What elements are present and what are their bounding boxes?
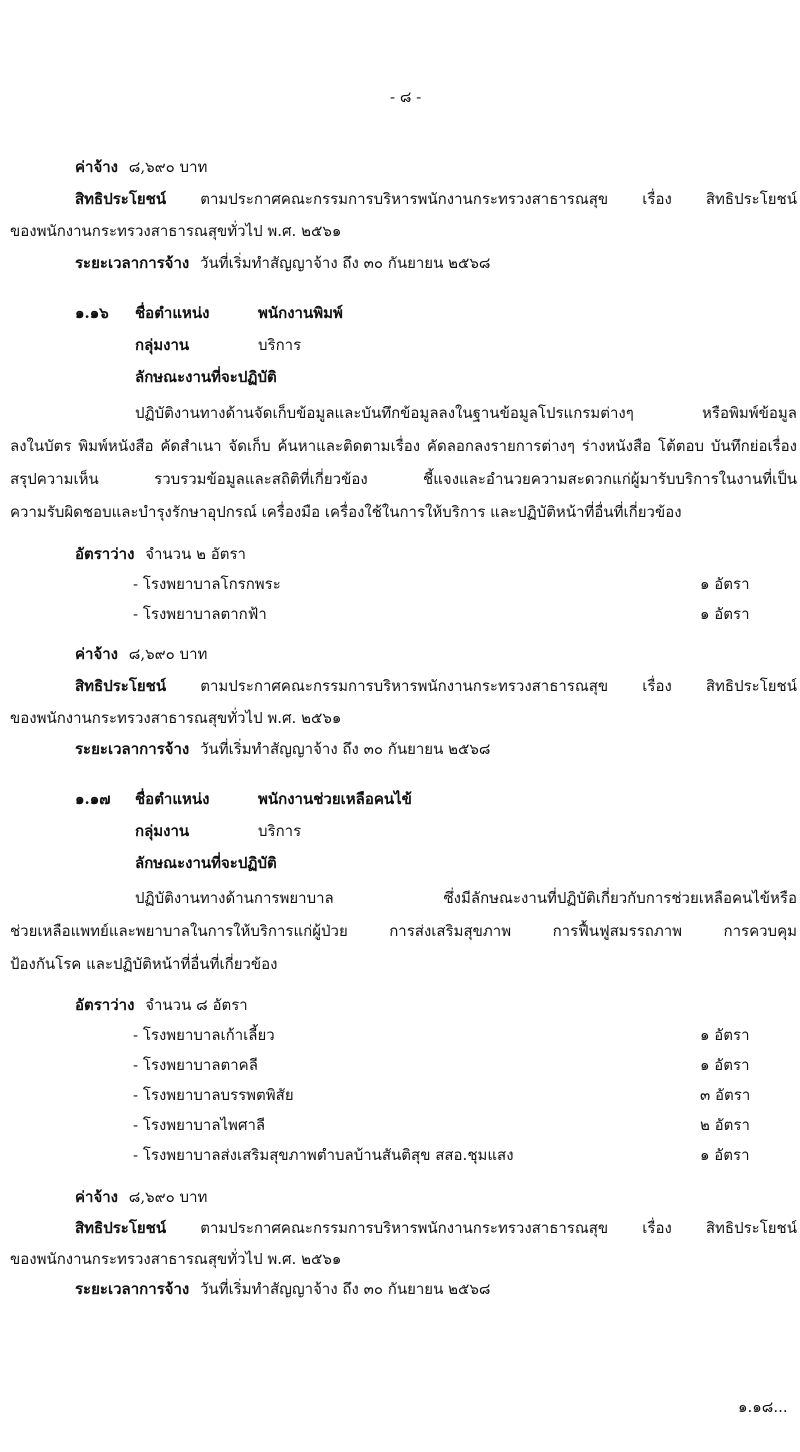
- duty-label: ลักษณะงานที่จะปฏิบัติ: [135, 368, 277, 386]
- group-label: กลุ่มงาน: [135, 822, 190, 840]
- benefit-line-1: [75, 190, 797, 208]
- next-section-marker: ๑.๑๘...: [738, 1398, 788, 1416]
- group-value: บริการ: [258, 336, 302, 354]
- hospital-name: - โรงพยาบาลบรรพตพิสัย: [133, 1086, 294, 1104]
- hospital-count: ๑ อัตรา: [700, 1026, 750, 1044]
- vacancy-line: [75, 996, 248, 1014]
- benefit-line-1: [75, 677, 797, 695]
- duty-label: ลักษณะงานที่จะปฏิบัติ: [135, 854, 277, 872]
- hospital-count: ๑ อัตรา: [700, 1146, 750, 1164]
- period-label: ระยะเวลาการจ้าง: [75, 1280, 190, 1298]
- hospital-count: ๒ อัตรา: [700, 1116, 750, 1134]
- duty-line: ความรับผิดชอบและบำรุงรักษาอุปกรณ์ เครื่องมือ เครื่องใช้ในการให้บริการ และปฏิบัติหน้าที่อื่นที่เกี่ยวข้อง: [10, 503, 682, 521]
- duty-line: ปฏิบัติงานทางด้านจัดเก็บข้อมูลและบันทึกข้อมูลลงในฐานข้อมูลโปรแกรมต่างๆ หรือพิมพ์ข้อมูล: [135, 404, 797, 422]
- hospital-name: - โรงพยาบาลตาคลี: [133, 1056, 258, 1074]
- duty-line: ลงในบัตร พิมพ์หนังสือ คัดสำเนา จัดเก็บ ค้นหาและติดตามเรื่อง คัดลอกลงรายการต่างๆ ร่างหนังสือ โต้ตอบ บันทึกย่อเรื่อง: [10, 437, 797, 455]
- position-title-value: พนักงานพิมพ์: [258, 304, 343, 322]
- period-label: ระยะเวลาการจ้าง: [75, 740, 190, 758]
- period-text: วันที่เริ่มทำสัญญาจ้าง ถึง ๓๐ กันยายน ๒๕๖๘: [200, 254, 491, 272]
- hospital-name: - โรงพยาบาลโกรกพระ: [133, 575, 281, 593]
- period-line: [75, 254, 490, 272]
- benefit-line-2: ของพนักงานกระทรวงสาธารณสุขทั่วไป พ.ศ. ๒๕๖๑: [10, 1250, 342, 1268]
- hospital-name: - โรงพยาบาลเก้าเลี้ยว: [133, 1026, 275, 1044]
- period-label: ระยะเวลาการจ้าง: [75, 254, 190, 272]
- vacancy-text: จำนวน ๒ อัตรา: [145, 545, 246, 563]
- benefit-line-2: ของพนักงานกระทรวงสาธารณสุขทั่วไป พ.ศ. ๒๕๖๑: [10, 222, 342, 240]
- hospital-name: - โรงพยาบาลไพศาลี: [133, 1116, 266, 1134]
- benefit-text: ตามประกาศคณะกรรมการบริหารพนักงานกระทรวงสาธารณสุข เรื่อง สิทธิประโยชน์: [200, 190, 797, 208]
- vacancy-line: [75, 545, 246, 563]
- wage-value: ๘,๖๙๐ บาท: [128, 645, 208, 663]
- benefit-line-2: ของพนักงานกระทรวงสาธารณสุขทั่วไป พ.ศ. ๒๕๖๑: [10, 709, 342, 727]
- duty-line: สรุปความเห็น รวบรวมข้อมูลและสถิติที่เกี่ยวข้อง ชี้แจงและอำนวยความสะดวกแก่ผู้มารับบริการในงานที่เป็น: [10, 470, 797, 488]
- hospital-count: ๑ อัตรา: [700, 605, 750, 623]
- hospital-count: ๓ อัตรา: [700, 1086, 751, 1104]
- vacancy-label: อัตราว่าง: [75, 545, 135, 563]
- position-title-label: ชื่อตำแหน่ง: [135, 304, 210, 322]
- wage-line: [75, 645, 207, 663]
- benefit-line-1: [75, 1219, 797, 1237]
- wage-line: [75, 158, 207, 176]
- wage-label: ค่าจ้าง: [75, 1188, 118, 1206]
- benefit-text: ตามประกาศคณะกรรมการบริหารพนักงานกระทรวงสาธารณสุข เรื่อง สิทธิประโยชน์: [200, 1219, 797, 1237]
- duty-line: ปฏิบัติงานทางด้านการพยาบาล ซึ่งมีลักษณะงานที่ปฏิบัติเกี่ยวกับการช่วยเหลือคนไข้หรือ: [135, 889, 797, 907]
- benefit-label: สิทธิประโยชน์: [75, 677, 167, 695]
- benefit-label: สิทธิประโยชน์: [75, 1219, 167, 1237]
- period-text: วันที่เริ่มทำสัญญาจ้าง ถึง ๓๐ กันยายน ๒๕๖๘: [200, 740, 491, 758]
- hospital-count: ๑ อัตรา: [700, 1056, 750, 1074]
- period-line: [75, 1280, 490, 1298]
- wage-label: ค่าจ้าง: [75, 158, 118, 176]
- hospital-name: - โรงพยาบาลส่งเสริมสุขภาพตำบลบ้านสันติสุข สสอ.ชุมแสง: [133, 1146, 514, 1164]
- hospital-name: - โรงพยาบาลตากฟ้า: [133, 605, 267, 623]
- wage-label: ค่าจ้าง: [75, 645, 118, 663]
- duty-line: ป้องกันโรค และปฏิบัติหน้าที่อื่นที่เกี่ยวข้อง: [10, 955, 278, 973]
- wage-line: [75, 1188, 207, 1206]
- wage-value: ๘,๖๙๐ บาท: [128, 1188, 208, 1206]
- position-number: ๑.๑๗: [75, 790, 111, 808]
- duty-line: ช่วยเหลือแพทย์และพยาบาลในการให้บริการแก่ผู้ป่วย การส่งเสริมสุขภาพ การฟื้นฟูสมรรถภาพ การควบคุม: [10, 922, 797, 940]
- benefit-text: ตามประกาศคณะกรรมการบริหารพนักงานกระทรวงสาธารณสุข เรื่อง สิทธิประโยชน์: [200, 677, 797, 695]
- position-title-value: พนักงานช่วยเหลือคนไข้: [258, 790, 412, 808]
- benefit-label: สิทธิประโยชน์: [75, 190, 167, 208]
- group-value: บริการ: [258, 822, 302, 840]
- vacancy-label: อัตราว่าง: [75, 996, 135, 1014]
- group-label: กลุ่มงาน: [135, 336, 190, 354]
- page-number: - ๘ -: [390, 88, 422, 106]
- position-number: ๑.๑๖: [75, 304, 109, 322]
- period-line: [75, 740, 490, 758]
- position-title-label: ชื่อตำแหน่ง: [135, 790, 210, 808]
- vacancy-text: จำนวน ๘ อัตรา: [145, 996, 248, 1014]
- hospital-count: ๑ อัตรา: [700, 575, 750, 593]
- wage-value: ๘,๖๙๐ บาท: [128, 158, 208, 176]
- period-text: วันที่เริ่มทำสัญญาจ้าง ถึง ๓๐ กันยายน ๒๕๖๘: [200, 1280, 491, 1298]
